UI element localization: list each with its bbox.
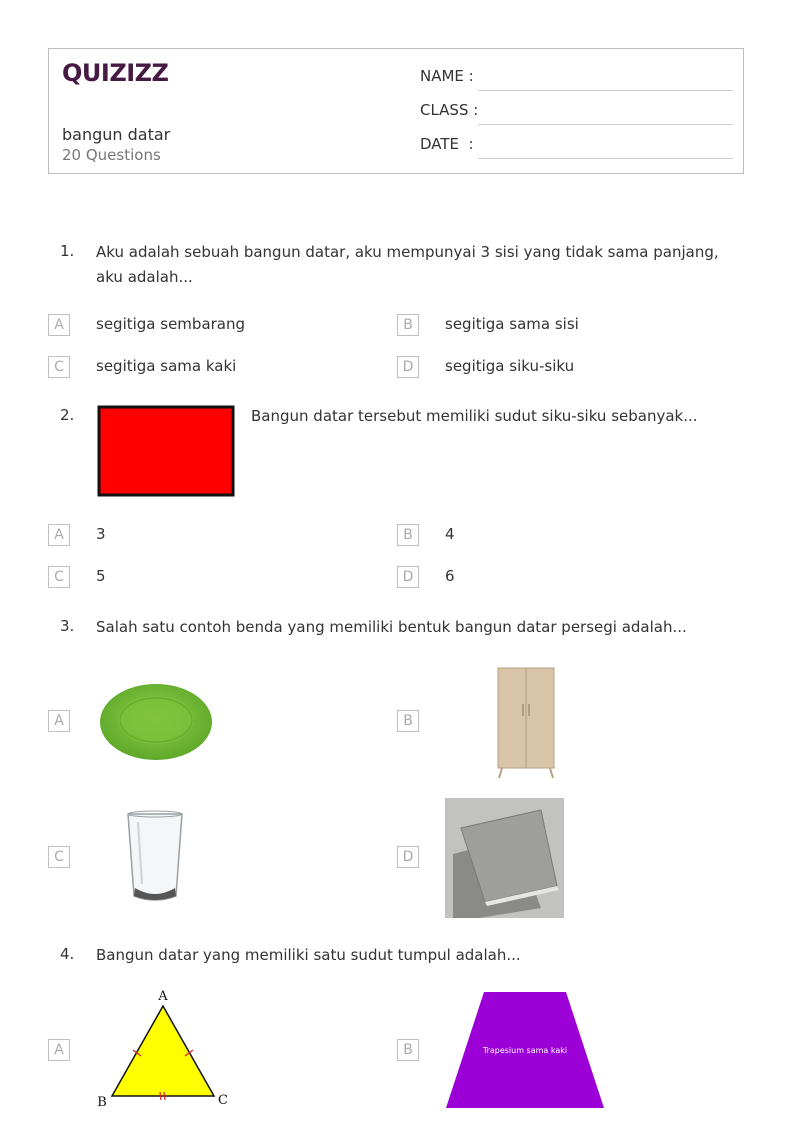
option-text[interactable]: segitiga sama kaki [96, 357, 237, 375]
question-text: Bangun datar yang memiliki satu sudut tumpul adalah... [96, 946, 521, 964]
option-letter-c[interactable]: C [48, 846, 70, 868]
option-letter-b[interactable]: B [397, 1039, 419, 1061]
option-text[interactable]: 4 [445, 525, 455, 543]
worksheet-header [48, 48, 744, 174]
option-text[interactable]: segitiga siku-siku [445, 357, 575, 375]
date-field[interactable] [420, 135, 733, 159]
question-number: 2. [60, 406, 75, 424]
question-text: Salah satu contoh benda yang memiliki bentuk bangun datar persegi adalah... [96, 618, 687, 636]
option-letter-d[interactable]: D [397, 356, 419, 378]
option-text[interactable]: 6 [445, 567, 455, 585]
question-text: Aku adalah sebuah bangun datar, aku mempunyai 3 sisi yang tidak sama panjang, aku adalah... [96, 243, 719, 286]
option-letter-c[interactable]: C [48, 356, 70, 378]
option-letter-b[interactable]: B [397, 710, 419, 732]
option-letter-d[interactable]: D [397, 566, 419, 588]
vertex-label: C [218, 1093, 228, 1108]
question-number: 1. [60, 242, 75, 260]
option-letter-a[interactable]: A [48, 710, 70, 732]
option-text[interactable]: 5 [96, 567, 106, 585]
class-line [478, 124, 733, 125]
date-label: DATE : [420, 135, 474, 153]
option-text[interactable]: segitiga sama sisi [445, 315, 579, 333]
option-letter-a[interactable]: A [48, 1039, 70, 1061]
class-field[interactable] [420, 101, 733, 125]
option-letter-c[interactable]: C [48, 566, 70, 588]
option-letter-a[interactable]: A [48, 524, 70, 546]
quizizz-logo: QUIZIZZ [62, 59, 169, 87]
option-letter-b[interactable]: B [397, 524, 419, 546]
option-text[interactable]: 3 [96, 525, 106, 543]
vertex-label: A [158, 989, 168, 1004]
trapezoid-caption: Trapesium sama kaki [482, 1046, 568, 1055]
wooden-wardrobe-image[interactable] [472, 664, 580, 780]
gray-square-tiles-image[interactable] [445, 798, 564, 918]
purple-trapezoid-image[interactable] [444, 990, 606, 1110]
option-letter-d[interactable]: D [397, 846, 419, 868]
question-count: 20 Questions [62, 146, 161, 164]
red-rectangle-image [96, 404, 236, 498]
yellow-triangle-image[interactable] [92, 986, 238, 1112]
option-letter-a[interactable]: A [48, 314, 70, 336]
question-number: 4. [60, 945, 75, 963]
name-label: NAME : [420, 67, 474, 85]
option-text[interactable]: segitiga sembarang [96, 315, 246, 333]
drinking-glass-image[interactable] [124, 808, 186, 906]
green-plate-image[interactable] [98, 680, 214, 762]
question-number: 3. [60, 617, 75, 635]
date-line [478, 158, 733, 159]
class-label: CLASS : [420, 101, 479, 119]
option-letter-b[interactable]: B [397, 314, 419, 336]
name-line [478, 90, 733, 91]
name-field[interactable] [420, 67, 733, 91]
worksheet-title: bangun datar [62, 125, 171, 144]
vertex-label: B [97, 1095, 107, 1110]
question-text: Bangun datar tersebut memiliki sudut siku-siku sebanyak... [251, 407, 698, 425]
